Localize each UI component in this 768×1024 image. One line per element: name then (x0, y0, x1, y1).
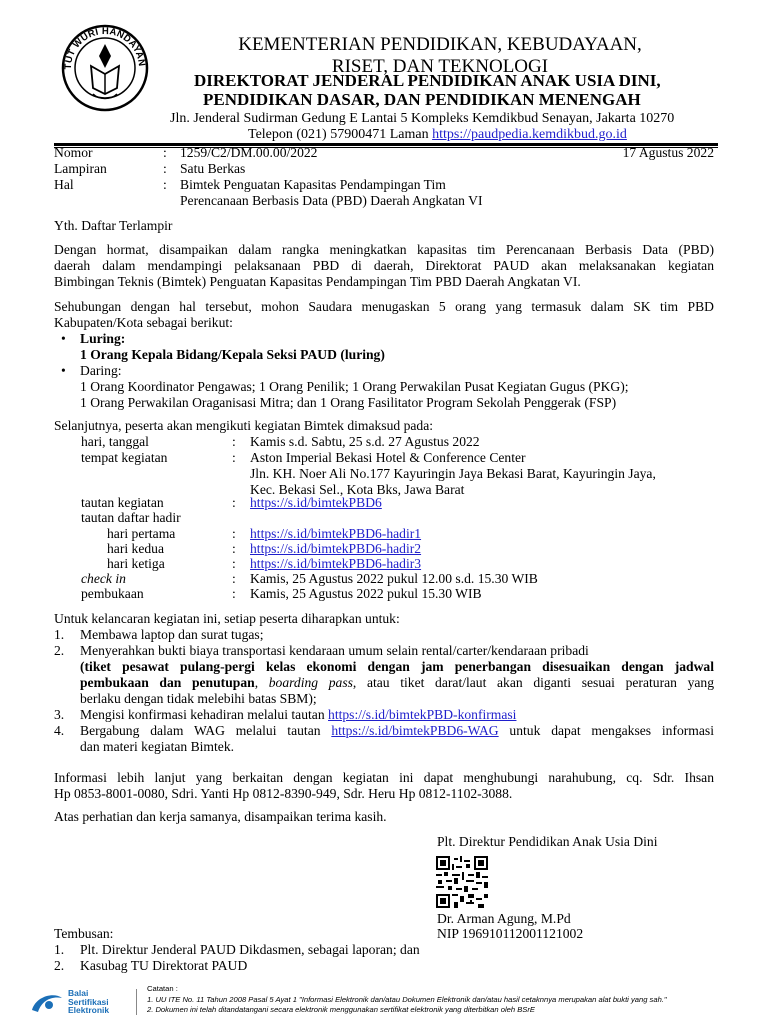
list-number: 2. (54, 958, 65, 973)
hadir3-link[interactable]: https://s.id/bimtekPBD6-hadir3 (250, 556, 422, 571)
expectation-item-4 (80, 723, 714, 739)
hari-kedua-label: hari kedua (107, 541, 164, 556)
list-number: 1. (54, 942, 65, 957)
colon: : (163, 177, 167, 192)
hadir2-link[interactable]: https://s.id/bimtekPBD6-hadir2 (250, 541, 422, 556)
bsre-text-line: Elektronik (68, 1005, 110, 1015)
hari-value: Kamis s.d. Sabtu, 25 s.d. 27 Agustus 2022 (250, 434, 480, 449)
signatory-nip: NIP 196910112001121002 (437, 926, 584, 941)
list-number: 3. (54, 707, 65, 722)
tautan-kegiatan-link[interactable]: https://s.id/bimtekPBD6 (250, 495, 382, 510)
text: Bergabung dalam WAG melalui tautan (80, 723, 332, 738)
hari-label: hari, tanggal (81, 434, 149, 449)
expectation-intro: Untuk kelancaran kegiatan ini, setiap peserta diharapkan untuk: (54, 611, 400, 626)
bullet-dot: • (61, 331, 66, 346)
footer-note-1: 1. UU ITE No. 11 Tahun 2008 Pasal 5 Ayat 1 "Informasi Elektronik dan/atau Dokumen Elektronik dan/atau hasil cetaknnya merupakan alat bukti yang sah." (147, 995, 667, 1004)
tautan-label: tautan kegiatan (81, 495, 164, 510)
letter-date: 17 Agustus 2022 (622, 145, 714, 160)
directorate-line-1: DIREKTORAT JENDERAL PENDIDIKAN ANAK USIA DINI, (194, 71, 661, 90)
tembusan-item-2: Kasubag TU Direktorat PAUD (80, 958, 248, 973)
wag-link[interactable]: https://s.id/bimtekPBD6-WAG (331, 723, 499, 738)
expectation-item-3 (80, 707, 516, 723)
luring-detail: 1 Orang Kepala Bidang/Kepala Seksi PAUD (luring) (80, 347, 385, 362)
colon: : (232, 434, 236, 449)
paragraph-line: daerah dalam mendampingi pelaksanaan PBD di daerah, Direktorat PAUD akan melaksanakan kegiatan (54, 258, 714, 274)
paragraph-line: Hp 0853-8001-0080, Sdri. Yanti Hp 0812-8390-949, Sdr. Heru Hp 0812-1102-3088. (54, 786, 513, 802)
expectation-item-2-line-1: Menyerahkan bukti biaya transportasi kendaraan umum selain rental/carter/kendaraan pribadi (80, 643, 589, 658)
salutation: Yth. Daftar Terlampir (54, 218, 173, 233)
text: untuk dapat mengakses informasi (498, 723, 714, 738)
colon: : (232, 571, 236, 586)
nomor-value: 1259/C2/DM.00.00/2022 (180, 145, 318, 160)
daring-label: Daring: (80, 363, 122, 378)
nomor-label: Nomor (54, 145, 93, 160)
tempat-line-1: Aston Imperial Bekasi Hotel & Conference Center (250, 450, 526, 465)
pembukaan-value: Kamis, 25 Agustus 2022 pukul 15.30 WIB (250, 586, 482, 601)
list-number: 2. (54, 643, 65, 658)
paragraph-line: Bimbingan Teknis (Bimtek) Penguatan Kapasitas Pendampingan Tim PBD Daerah Angkatan VI. (54, 274, 581, 290)
text: , atau tiket darat/laut akan diganti sesuai peraturan yang (352, 675, 714, 690)
header-rule-thin (54, 147, 718, 148)
paragraph-assignment (54, 299, 714, 331)
colon: : (232, 495, 236, 510)
paragraph-line: Informasi lebih lanjut yang berkaitan dengan kegiatan ini dapat menghubungi narahubung, cq. Sdr. Ihsan (54, 770, 714, 785)
logo-motto: TUT WURI HANDAYAN (62, 25, 148, 70)
colon: : (232, 526, 236, 541)
colon: : (163, 161, 167, 176)
closing: Atas perhatian dan kerja samanya, disampaikan terima kasih. (54, 809, 387, 824)
colon: : (232, 450, 236, 465)
tempat-line-2: Jln. KH. Noer Ali No.177 Kayuringin Jaya Bekasi Barat, Kayuringin Jaya, (250, 466, 656, 481)
colon: : (163, 145, 167, 160)
hal-line-1: Bimtek Penguatan Kapasitas Pendampingan Tim (180, 177, 446, 192)
schedule-intro: Selanjutnya, peserta akan mengikuti kegiatan Bimtek dimaksud pada: (54, 418, 434, 433)
footer-note-2: 2. Dokumen ini telah ditandatangani secara elektronik menggunakan sertifikat elektronik yang diterbitkan oleh BSrE (147, 1005, 535, 1014)
lampiran-value: Satu Berkas (180, 161, 246, 176)
expectation-item-2-line-3 (80, 675, 714, 691)
ministry-logo (55, 22, 155, 117)
daring-line-2: 1 Orang Perwakilan Oraganisasi Mitra; dan 1 Orang Fasilitator Program Sekolah Penggerak (FSP) (80, 395, 617, 410)
tembusan-label: Tembusan: (54, 926, 114, 941)
phone: Telepon (021) 57900471 Laman (248, 127, 433, 142)
signatory-name: Dr. Arman Agung, M.Pd (437, 911, 571, 926)
ministry-line-2: RISET, DAN TEKNOLOGI (331, 56, 549, 77)
hari-ketiga-label: hari ketiga (107, 556, 165, 571)
colon: : (232, 586, 236, 601)
bullet-dot: • (61, 363, 66, 378)
hal-label: Hal (54, 177, 74, 192)
footer-divider (136, 989, 137, 1015)
bsre-logo (30, 988, 126, 1018)
text: Mengisi konfirmasi kehadiran melalui tautan (80, 707, 329, 722)
konfirmasi-link[interactable]: https://s.id/bimtekPBD-konfirmasi (328, 707, 517, 722)
list-number: 4. (54, 723, 65, 738)
ministry-line-1: KEMENTERIAN PENDIDIKAN, KEBUDAYAAN, (238, 34, 642, 55)
daring-line-1: 1 Orang Koordinator Pengawas; 1 Orang Penilik; 1 Orang Perwakilan Pusat Kegiatan Gugus (PKG); (80, 379, 629, 394)
list-number: 1. (54, 627, 65, 642)
bsre-text-line: Balai (68, 988, 89, 998)
hal-line-2: Perencanaan Berbasis Data (PBD) Daerah Angkatan VI (180, 193, 483, 208)
contact-info (54, 770, 714, 802)
signatory-title: Plt. Direktur Pendidikan Anak Usia Dini (437, 834, 658, 849)
tempat-line-3: Kec. Bekasi Sel., Kota Bks, Jawa Barat (250, 482, 465, 497)
paragraph-intro (54, 242, 714, 291)
text: , (254, 675, 269, 690)
bsre-text-line: Sertifikasi (68, 996, 109, 1007)
paragraph-line: Sehubungan dengan hal tersebut, mohon Saudara menugaskan 5 orang yang termasuk dalam SK tim PBD (54, 299, 714, 314)
paragraph-line: Dengan hormat, disampaikan dalam rangka meningkatkan kapasitas tim Perencanaan Berbasis Data (PBD) (54, 242, 714, 257)
tempat-label: tempat kegiatan (81, 450, 168, 465)
expectation-item-4-line-2: dan materi kegiatan Bimtek. (80, 739, 235, 754)
hari-pertama-label: hari pertama (107, 526, 176, 541)
luring-label: Luring: (80, 331, 126, 346)
bold-text: pembukaan dan penutupan (80, 675, 255, 690)
website-link[interactable]: https://paudpedia.kemdikbud.go.id (432, 127, 627, 142)
paragraph-line: Kabupaten/Kota sebagai berikut: (54, 315, 233, 331)
signature-qr-code (436, 856, 488, 908)
checkin-value: Kamis, 25 Agustus 2022 pukul 12.00 s.d. 15.30 WIB (250, 571, 538, 586)
header-rule-thick (54, 143, 718, 146)
daftar-hadir-label: tautan daftar hadir (81, 510, 181, 525)
colon: : (232, 556, 236, 571)
lampiran-label: Lampiran (54, 161, 107, 176)
contact-line (248, 126, 627, 143)
address: Jln. Jenderal Sudirman Gedung E Lantai 5 Kompleks Kemdikbud Senayan, Jakarta 10270 (170, 111, 675, 126)
expectation-item-2-line-4: berlaku dengan tidak melebihi batas SBM); (80, 691, 317, 706)
pembukaan-label: pembukaan (81, 586, 144, 601)
colon: : (232, 541, 236, 556)
directorate-line-2: PENDIDIKAN DASAR, DAN PENDIDIKAN MENENGAH (203, 90, 641, 109)
tembusan-item-1: Plt. Direktur Jenderal PAUD Dikdasmen, sebagai laporan; dan (80, 942, 420, 957)
checkin-label: check in (81, 571, 126, 586)
expectation-item-2-bold: (tiket pesawat pulang-pergi kelas ekonomi dengan jam penerbangan disesuaikan dengan jadwal (80, 659, 714, 674)
expectation-item-1: Membawa laptop dan surat tugas; (80, 627, 264, 642)
italic-text: boarding pass (268, 675, 353, 690)
footer-notes-label: Catatan : (147, 984, 178, 993)
hadir1-link[interactable]: https://s.id/bimtekPBD6-hadir1 (250, 526, 422, 541)
